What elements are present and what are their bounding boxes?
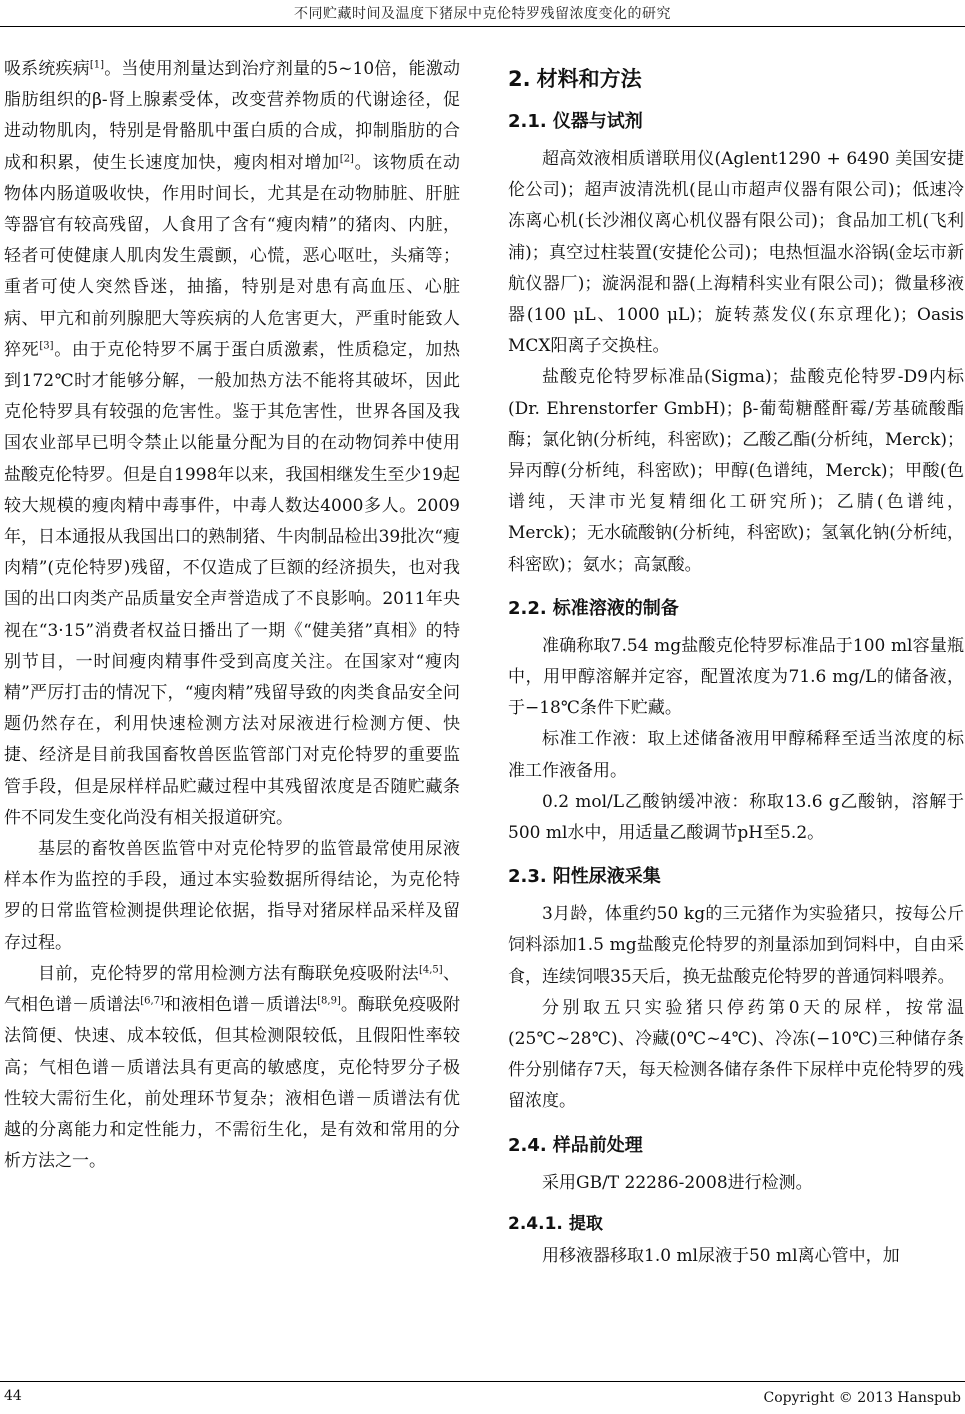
urine-collection-paragraph-1: 3月龄，体重约50 kg的三元猪作为实验猪只，按每公斤饲料添加1.5 mg盐酸克伦特罗的剂量添加到饲料中，自由采食，连续饲喂35天后，换无盐酸克伦特罗的普通饲料喂养。 <box>508 904 964 987</box>
section-title: 样品前处理 <box>552 1134 643 1156</box>
footer-rule <box>0 1381 965 1382</box>
citation-ref[interactable]: [6,7] <box>140 995 164 1007</box>
section-number: 2.2. <box>508 597 547 619</box>
pretreatment-paragraph: 采用GB/T 22286-2008进行检测。 <box>542 1172 813 1193</box>
text-segment: 吸系统疾病 <box>4 59 90 79</box>
section-title: 提取 <box>568 1213 603 1234</box>
section-heading-2-4 <box>508 1132 964 1160</box>
text-segment: 。该物质在动物体内肠道吸收快，作用时间长，尤其是在动物肺脏、肝脏等器官有较高残留，人食用了含有“瘦肉精”的猪肉、内脏，轻者可使健康人肌肉发生震颤，心慌，恶心呕吐，头痛等；重者可使人突然昏迷，抽搐，特别是对患有高血压、心脏病、甲亢和前列腺肥大等疾病的人危害更大，严重时能致人猝死 <box>4 152 460 360</box>
intro-paragraph-1 <box>4 54 460 834</box>
section-number: 2.3. <box>508 866 547 888</box>
citation-ref[interactable]: [2] <box>339 152 354 164</box>
extraction-paragraph: 用移液器移取1.0 ml尿液于50 ml离心管中，加 <box>542 1245 900 1266</box>
citation-ref[interactable]: [1] <box>89 59 105 71</box>
header-rule <box>0 26 965 27</box>
section-number: 2.4.1. <box>508 1213 563 1234</box>
urine-collection-paragraph-2: 分别取五只实验猪只停药第0天的尿样，按常温(25℃~28℃)、冷藏(0℃~4℃)、冷冻(−10℃)三种储存条件分别储存7天，每天检测各储存条件下尿样中克伦特罗的残留浓度。 <box>508 997 964 1112</box>
reagents-paragraph: 盐酸克伦特罗标准品(Sigma)；盐酸克伦特罗-D9内标(Dr. Ehrenstorfer GmbH)；β-葡萄糖醛酐霉/芳基硫酸酯酶；氯化钠(分析纯，科密欧)；乙酸乙酯(分析纯，Merck)；异丙醇(分析纯，科密欧)；甲醇(色谱纯，Merck)；甲酸(色谱纯，天津市光复精细化工研究所)；乙腈(色谱纯，Merck)；无水硫酸钠(分析纯，科密欧)；氢氧化钠(分析纯，科密欧)；氨水；高氯酸。 <box>508 367 964 575</box>
text-segment: 和液相色谱－质谱法 <box>163 995 318 1016</box>
copyright-notice: Copyright © 2013 Hanspub <box>763 1390 961 1406</box>
section-title: 仪器与试剂 <box>552 111 643 132</box>
buffer-paragraph: 0.2 mol/L乙酸钠缓冲液：称取13.6 g乙酸钠，溶解于500 ml水中，用适量乙酸调节pH至5.2。 <box>508 791 964 844</box>
right-column <box>508 54 964 1374</box>
citation-ref[interactable]: [3] <box>39 340 54 352</box>
text-segment: 、气相色谱－质谱法 <box>4 963 460 1016</box>
text-segment: 目前，克伦特罗的常用检测方法有酶联免疫吸附法 <box>38 963 419 984</box>
text-segment: 。当使用剂量达到治疗剂量的5~10倍，能激动脂肪组织的β-肾上腺素受体，改变营养物质的代谢途径，促进动物肌肉，特别是骨骼肌中蛋白质的合成，抑制脂肪的合成和积累，使生长速度加快，瘦肉相对增加 <box>4 59 460 173</box>
intro-paragraph-3 <box>4 959 460 1177</box>
section-heading-2-2 <box>508 595 964 623</box>
text-segment: 。酶联免疫吸附法简便、快速、成本较低，但其检测限较低，且假阳性率较高；气相色谱－质谱法具有更高的敏感度，克伦特罗分子极性较大需衍生化，前处理环节复杂；液相色谱－质谱法有优越的分离能力和定性能力，不需衍生化，是有效和常用的分析方法之一。 <box>4 995 460 1172</box>
stock-solution-paragraph: 准确称取7.54 mg盐酸克伦特罗标准品于100 ml容量瓶中，用甲醇溶解并定容，配置浓度为71.6 mg/L的储备液，于−18℃条件下贮藏。 <box>508 635 964 719</box>
section-heading-2-4-1 <box>508 1211 964 1237</box>
running-title: 不同贮藏时间及温度下猪尿中克伦特罗残留浓度变化的研究 <box>294 6 671 22</box>
intro-paragraph-2: 基层的畜牧兽医监管中对克伦特罗的监管最常使用尿液样本作为监控的手段，通过本实验数据所得结论，为克伦特罗的日常监管检测提供理论依据，指导对猪尿样品采样及留存过程。 <box>4 839 460 953</box>
section-title: 阳性尿液采集 <box>552 866 661 888</box>
citation-ref[interactable]: [4,5] <box>418 964 443 976</box>
section-heading-2 <box>508 64 964 94</box>
text-segment: 。由于克伦特罗不属于蛋白质激素，性质稳定，加热到172℃时才能够分解，一般加热方法不能将其破坏，因此克伦特罗具有较强的危害性。鉴于其危害性，世界各国及我国农业部早已明令禁止以能量分配为目的在动物饲养中使用盐酸克伦特罗。但是自1998年以来，我国相继发生至少19起较大规模的瘦肉精中毒事件，中毒人数达4000多人。2009年，日本通报从我国出口的熟制猪、牛肉制品检出39批次“瘦肉精”(克伦特罗)残留，不仅造成了巨额的经济损失，也对我国的出口肉类产品质量安全声誉造成了不良影响。2011年央视在“3·15”消费者权益日播出了一期《“健美猪”真相》的特别节目，一时间瘦肉精事件受到高度关注。在国家对“瘦肉精”严厉打击的情况下，“瘦肉精”残留导致的肉类食品安全问题仍然存在，利用快速检测方法对尿液进行检测方便、快捷、经济是目前我国畜牧兽医监管部门对克伦特罗的重要监管手段，但是尿样样品贮藏过程中其残留浓度是否随贮藏条件不同发生变化尚没有相关报道研究。 <box>4 339 460 828</box>
section-number: 2.1. <box>508 111 547 132</box>
section-number: 2.4. <box>508 1134 547 1156</box>
section-heading-2-3 <box>508 863 964 891</box>
section-title: 标准溶液的制备 <box>552 597 679 619</box>
section-title: 材料和方法 <box>536 67 642 91</box>
page-number: 44 <box>4 1388 22 1404</box>
section-number: 2. <box>508 67 531 91</box>
instruments-paragraph: 超高效液相质谱联用仪(Aglent1290 + 6490 美国安捷伦公司)；超声波清洗机(昆山市超声仪器有限公司)；低速冷冻离心机(长沙湘仪离心机仪器有限公司)；食品加工机(飞利浦)；真空过柱装置(安捷伦公司)；电热恒温水浴锅(金坛市新航仪器厂)；漩涡混和器(上海精科实业有限公司)；微量移液器(100 μL、1000 μL)；旋转蒸发仪(东京理化)；Oasis MCX阳离子交换柱。 <box>508 149 964 357</box>
citation-ref[interactable]: [8,9] <box>317 995 341 1007</box>
working-solution-paragraph: 标准工作液：取上述储备液用甲醇稀释至适当浓度的标准工作液备用。 <box>508 729 964 781</box>
section-heading-2-1 <box>508 108 964 136</box>
left-column <box>4 54 460 1374</box>
